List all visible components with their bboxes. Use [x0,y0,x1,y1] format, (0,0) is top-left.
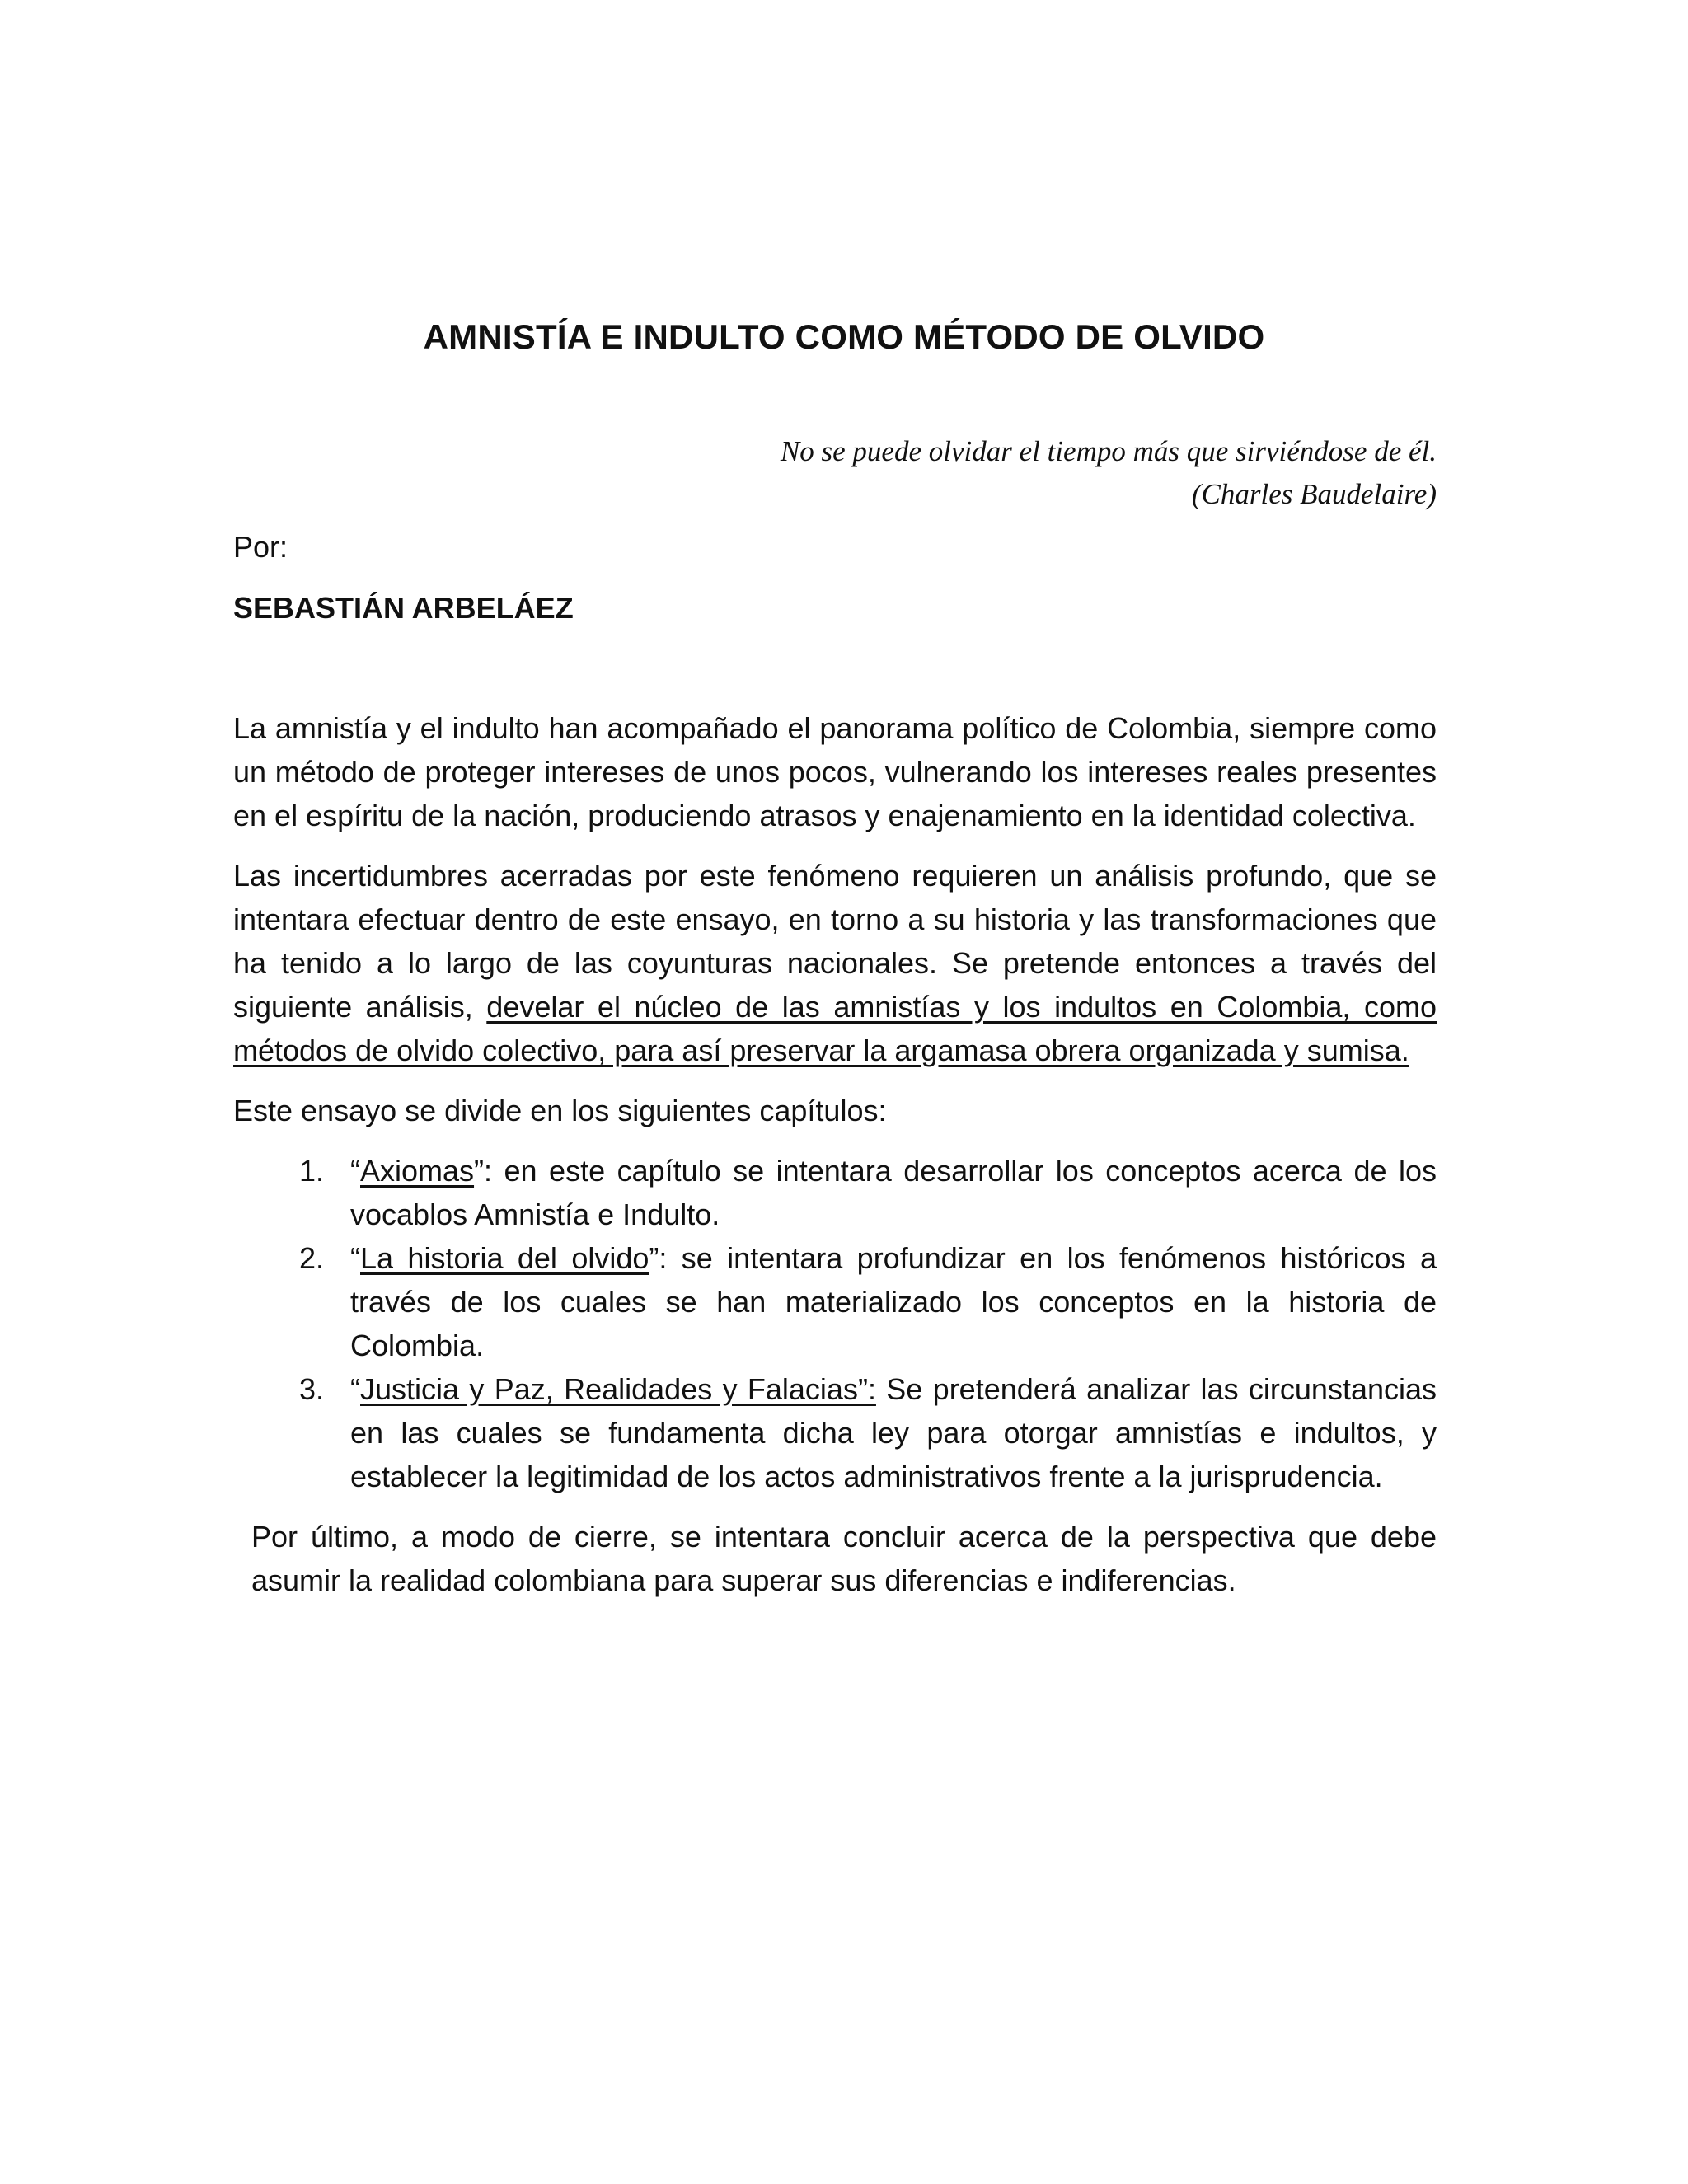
paragraph-purpose [233,854,1437,1072]
paragraph-closing: Por último, a modo de cierre, se intentara concluir acerca de la perspectiva que debe asumir la realidad colombiana para superar sus diferencias e indiferencias. [251,1520,1437,1597]
epigraph [577,430,1437,516]
chapter-close-quote: ” [649,1241,659,1275]
chapter-item [233,1149,1437,1236]
chapter-open-quote: “ [350,1154,360,1188]
chapter-item [233,1367,1437,1498]
chapter-description: : en este capítulo se intentara desarrollar los conceptos acerca de los vocablos Amnistía e Indulto. [350,1154,1437,1231]
chapters-intro: Este ensayo se divide en los siguientes capítulos: [233,1094,887,1127]
chapter-open-quote: “ [350,1241,360,1275]
chapter-number: 1. [299,1154,325,1188]
document-title: AMNISTÍA E INDULTO COMO MÉTODO DE OLVIDO [423,317,1265,356]
chapter-description: Se pretenderá analizar las circunstancias en las cuales se fundamenta dicha ley para otorgar amnistías e indultos, y establecer la legitimidad de los actos administrativos frente a la jurisprudencia. [350,1372,1437,1493]
chapter-close-quote: ” [474,1154,485,1188]
chapter-description: : se intentara profundizar en los fenómenos históricos a través de los cuales se han materializado los conceptos en la historia de Colombia. [350,1241,1437,1362]
paragraph-intro: La amnistía y el indulto han acompañado el panorama político de Colombia, siempre como un método de proteger intereses de unos pocos, vulnerando los intereses reales presentes en el espíritu de la nación, produciendo atrasos y enajenamiento en la identidad colectiva. [233,711,1437,832]
chapter-title: Justicia y Paz, Realidades y Falacias”: [360,1372,876,1406]
chapter-number: 2. [299,1241,325,1275]
chapter-title: Axiomas [360,1154,475,1188]
author-name: SEBASTIÁN ARBELÁEZ [233,591,574,625]
paragraph-purpose-thesis: develar el núcleo de las amnistías y los indultos en Colombia, como métodos de olvido colectivo, para así preservar la argamasa obrera organizada y sumisa. [233,990,1437,1067]
chapter-title: La historia del olvido [360,1241,649,1275]
chapter-open-quote: “ [350,1372,360,1406]
chapter-number: 3. [299,1372,325,1406]
paragraph-purpose-text: Las incertidumbres acerradas por este fenómeno requieren un análisis profundo, que se intentara efectuar dentro de este ensayo, en torno a su historia y las transformaciones que ha tenido a lo largo de las coyunturas nacionales. Se pretende entonces a través del siguiente análisis, [233,859,1437,1024]
by-label: Por: [233,530,288,564]
chapter-item [233,1236,1437,1367]
document-body [233,706,1437,1619]
epigraph-quote: No se puede olvidar el tiempo más que sirviéndose de él. [780,435,1437,467]
epigraph-attribution: (Charles Baudelaire) [1191,478,1437,510]
chapter-list [233,1149,1437,1498]
